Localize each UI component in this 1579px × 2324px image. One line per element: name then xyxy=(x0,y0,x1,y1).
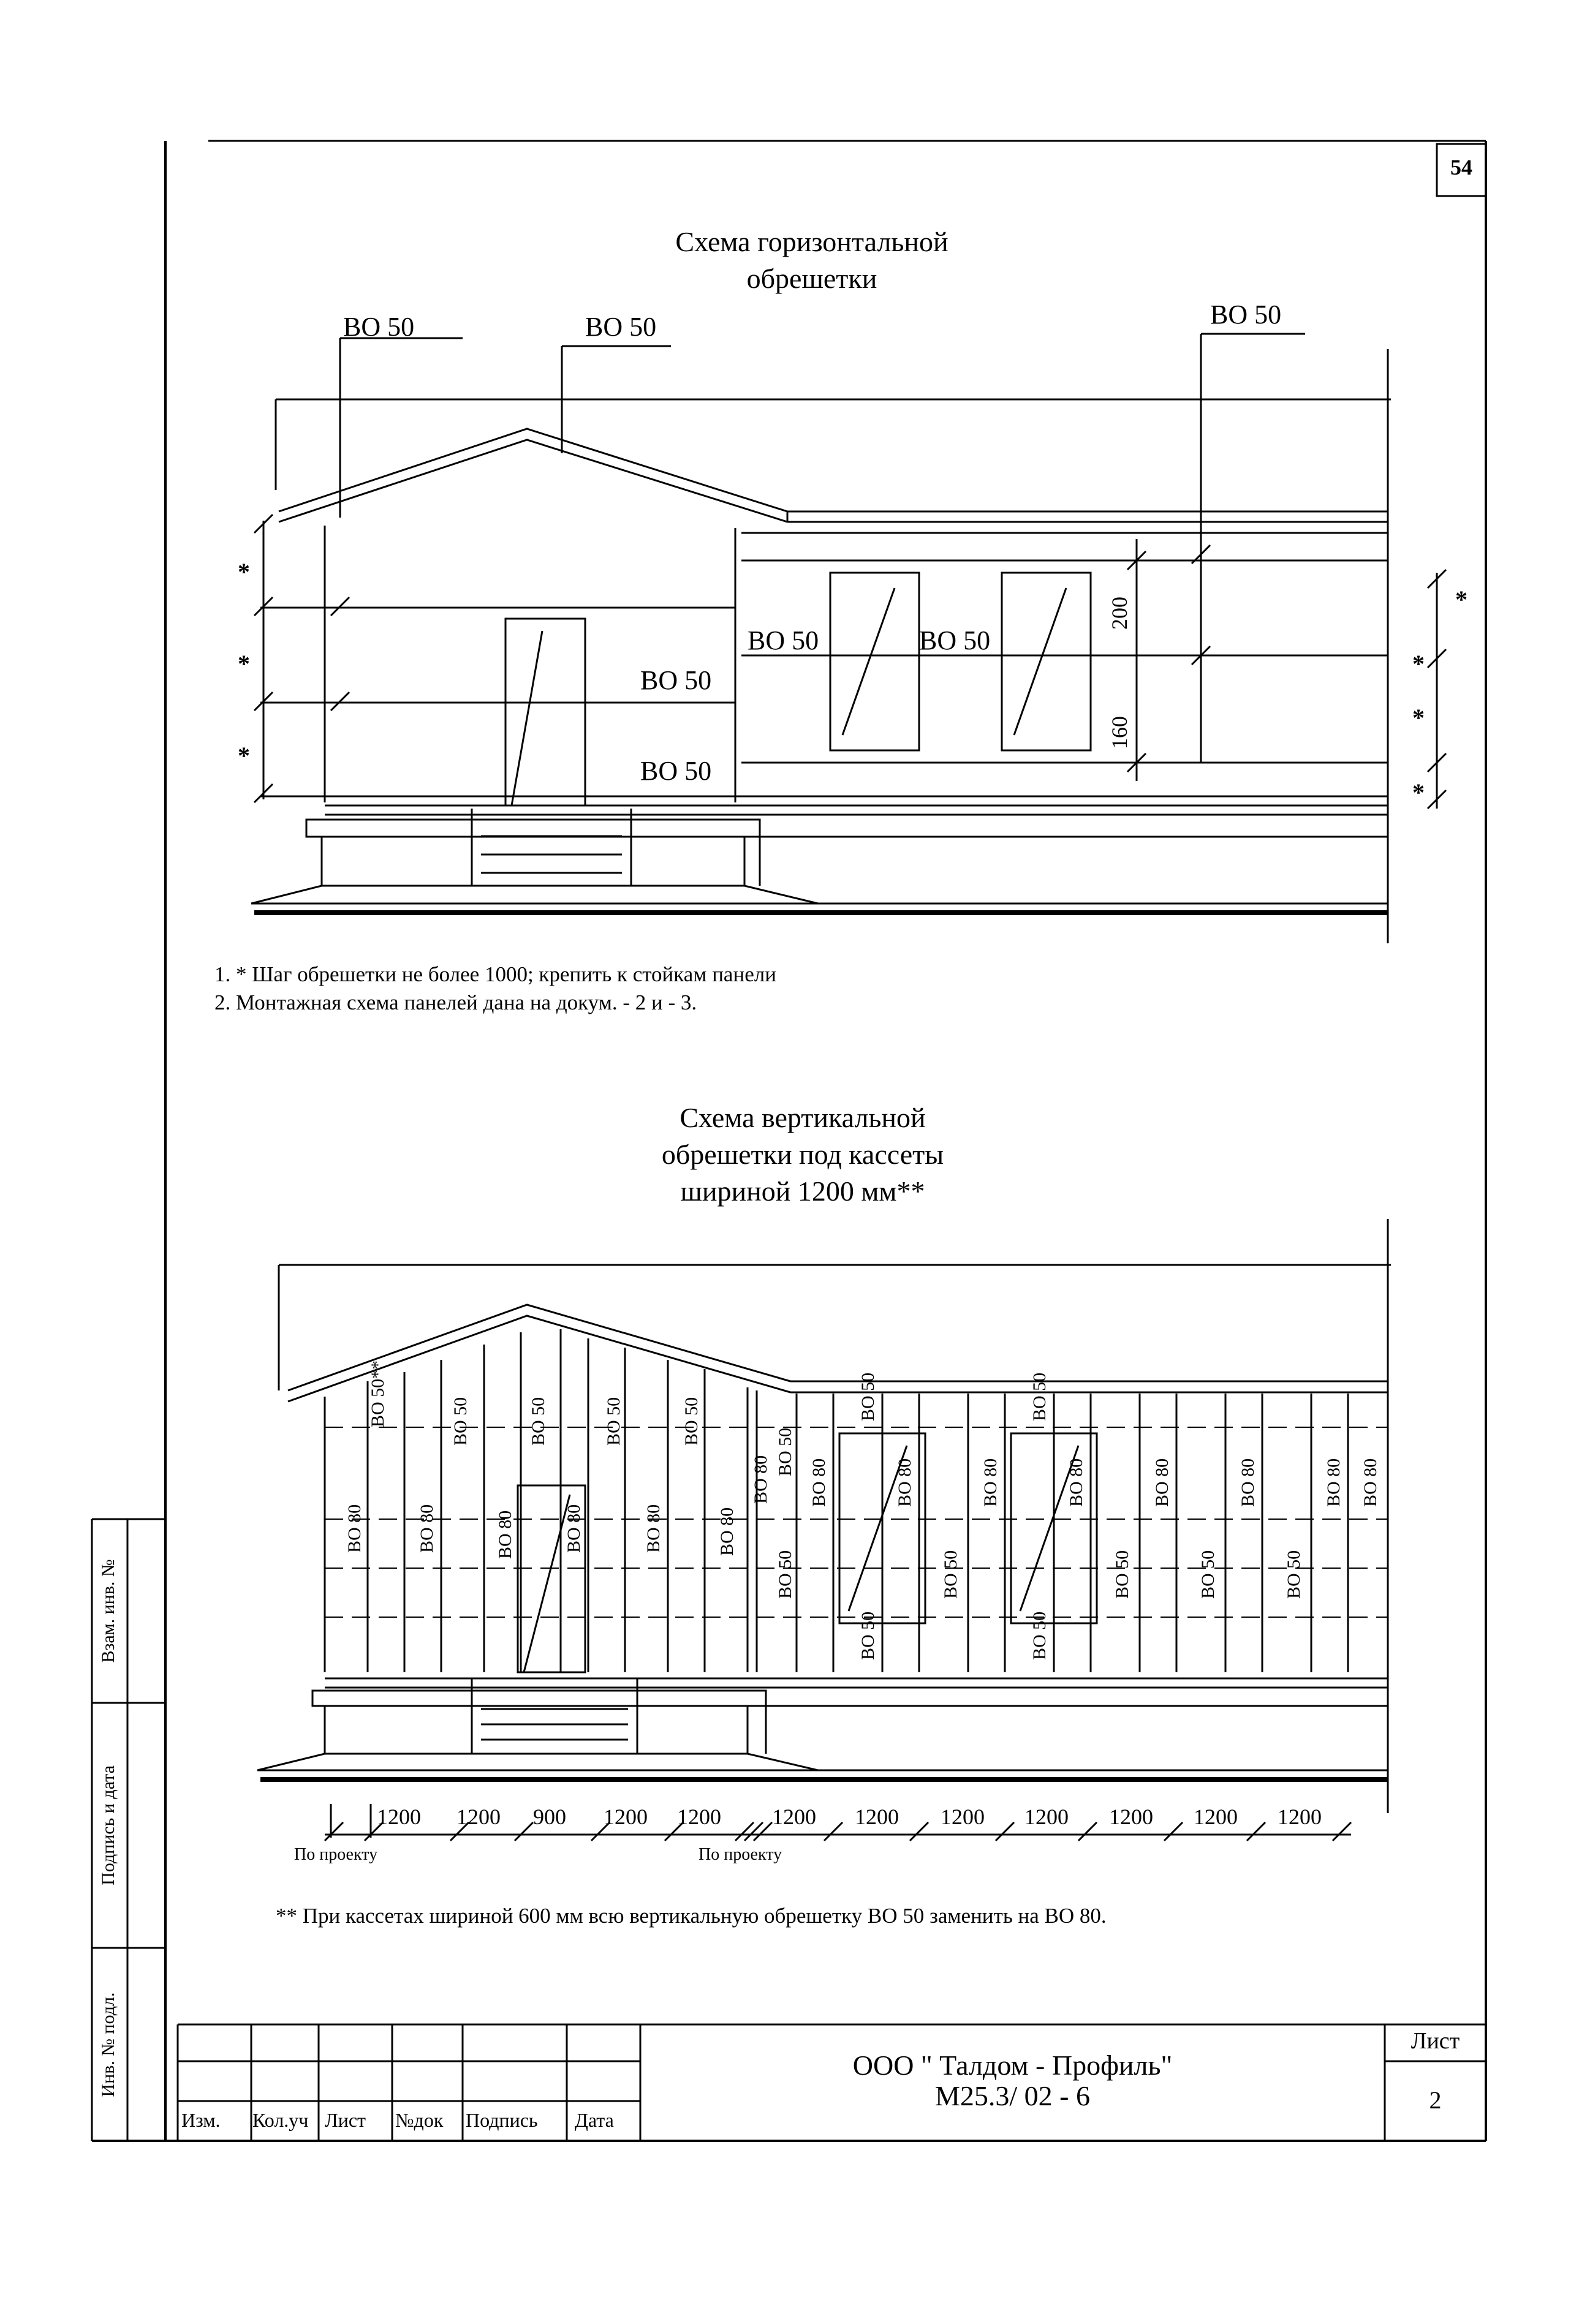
spacing-label: 1200 xyxy=(1109,1805,1153,1829)
header-list: Лист xyxy=(325,2109,366,2131)
profile-label-vertical: ВО 50 xyxy=(1112,1550,1132,1599)
header-izm: Изм. xyxy=(181,2109,221,2131)
spacing-label: 1200 xyxy=(1024,1805,1069,1829)
company-name: ООО " Талдом - Профиль" xyxy=(852,2050,1173,2081)
profile-label-vertical: ВО 80 xyxy=(1360,1458,1380,1507)
profile-label: ВО 50 xyxy=(343,312,415,342)
star-mark: * xyxy=(1412,779,1425,806)
spacing-label: 1200 xyxy=(377,1805,421,1829)
sheet-number: 2 xyxy=(1429,2086,1442,2114)
spacing-label: 900 xyxy=(533,1805,566,1829)
spacing-label: 1200 xyxy=(1194,1805,1238,1829)
profile-label-vertical: ВО 80 xyxy=(344,1504,365,1553)
title-line: Схема вертикальной xyxy=(680,1102,926,1133)
title-line: обрешетки xyxy=(746,263,877,294)
spacing-label: 1200 xyxy=(604,1805,648,1829)
profile-label-vertical: ВО 80 xyxy=(717,1507,737,1556)
title-line: шириной 1200 мм** xyxy=(680,1175,925,1207)
dimension-200: 200 xyxy=(1107,597,1132,630)
profile-label: ВО 50 xyxy=(1210,300,1282,330)
title-line: обрешетки под кассеты xyxy=(661,1139,944,1170)
star-mark: * xyxy=(238,558,250,586)
spacing-label: 1200 xyxy=(677,1805,721,1829)
profile-label-vertical: ВО 50 xyxy=(858,1372,878,1421)
spacing-label: 1200 xyxy=(855,1805,899,1829)
profile-label-vertical: ВО 50 xyxy=(450,1397,471,1446)
page-number: 54 xyxy=(1450,155,1472,179)
profile-label-vertical: ВО 50 xyxy=(604,1397,624,1446)
profile-label-vertical: ВО 80 xyxy=(1323,1458,1344,1507)
profile-label-vertical: ВО 50 xyxy=(681,1397,702,1446)
spacing-label: 1200 xyxy=(772,1805,816,1829)
spacing-label: 1200 xyxy=(1278,1805,1322,1829)
profile-label-vertical: ВО 50 xyxy=(528,1397,548,1446)
profile-label-vertical: ВО 80 xyxy=(417,1504,437,1553)
header-podpis: Подпись xyxy=(466,2109,538,2131)
dimension-160: 160 xyxy=(1107,716,1132,749)
title-line: Схема горизонтальной xyxy=(675,226,949,257)
star-mark: * xyxy=(1412,704,1425,731)
header-ndok: №док xyxy=(395,2109,444,2131)
profile-label-vertical: ВО 80 xyxy=(895,1458,915,1507)
profile-label-vertical: ВО 80 xyxy=(643,1504,664,1553)
star-mark: * xyxy=(1455,586,1467,613)
profile-label-vertical: ВО 80 xyxy=(1238,1458,1258,1507)
profile-label-vertical: ВО 80 xyxy=(809,1458,829,1507)
spacing-label: 1200 xyxy=(941,1805,985,1829)
footnote: ** При кассетах шириной 600 мм всю вертикальную обрешетку ВО 50 заменить на ВО 80. xyxy=(276,1904,1107,1928)
star-mark: * xyxy=(238,742,250,769)
star-mark: * xyxy=(1412,650,1425,677)
sheet-label: Лист xyxy=(1410,2028,1460,2054)
profile-label-vertical: ВО 50 xyxy=(941,1550,961,1599)
profile-label-vertical: ВО 80 xyxy=(495,1510,515,1559)
profile-label-vertical: ВО 80 xyxy=(564,1504,584,1553)
profile-label: ВО 50 xyxy=(640,665,712,695)
po-proektu-label: По проекту xyxy=(699,1845,782,1864)
profile-label-vertical: ВО 80 xyxy=(980,1458,1001,1507)
profile-label-vertical: ВО 50 xyxy=(1284,1550,1304,1599)
profile-label-vertical: ВО 50 xyxy=(1029,1611,1050,1660)
header-data: Дата xyxy=(575,2109,614,2131)
profile-label-vertical: ВО 80 xyxy=(751,1455,771,1504)
po-proektu-label: По проекту xyxy=(294,1845,378,1864)
side-stamp-inv: Инв. № подл. xyxy=(98,1992,118,2097)
profile-label: ВО 50 xyxy=(919,625,991,655)
profile-label-vertical: ВО 50 xyxy=(1029,1372,1050,1421)
profile-label: ВО 50 xyxy=(640,756,712,786)
profile-label-vertical: ВО 50 xyxy=(775,1550,795,1599)
star-mark: * xyxy=(238,650,250,677)
profile-label: ВО 50 xyxy=(748,625,819,655)
profile-label: ВО 50 xyxy=(585,312,657,342)
header-kol: Кол.уч xyxy=(252,2109,309,2131)
profile-label-vertical: ВО 50 xyxy=(775,1427,795,1476)
profile-label-vertical: ВО 80 xyxy=(1066,1458,1086,1507)
title-block-headers xyxy=(178,2109,640,2140)
profile-label-vertical: ВО 50 xyxy=(1198,1550,1218,1599)
note-item: 1. * Шаг обрешетки не более 1000; крепить к стойкам панели xyxy=(214,962,776,986)
profile-label-vertical: ВО 80 xyxy=(1152,1458,1172,1507)
profile-label-vertical: ВО 50 xyxy=(858,1611,878,1660)
profile-label-vertical: ВО 50** xyxy=(368,1360,388,1427)
side-stamp-podpis: Подпись и дата xyxy=(98,1765,118,1885)
note-item: 2. Монтажная схема панелей дана на докум. - 2 и - 3. xyxy=(214,990,697,1014)
side-stamp-zam: Взам. инв. № xyxy=(98,1559,118,1663)
document-code: М25.3/ 02 - 6 xyxy=(935,2080,1090,2111)
spacing-label: 1200 xyxy=(456,1805,501,1829)
